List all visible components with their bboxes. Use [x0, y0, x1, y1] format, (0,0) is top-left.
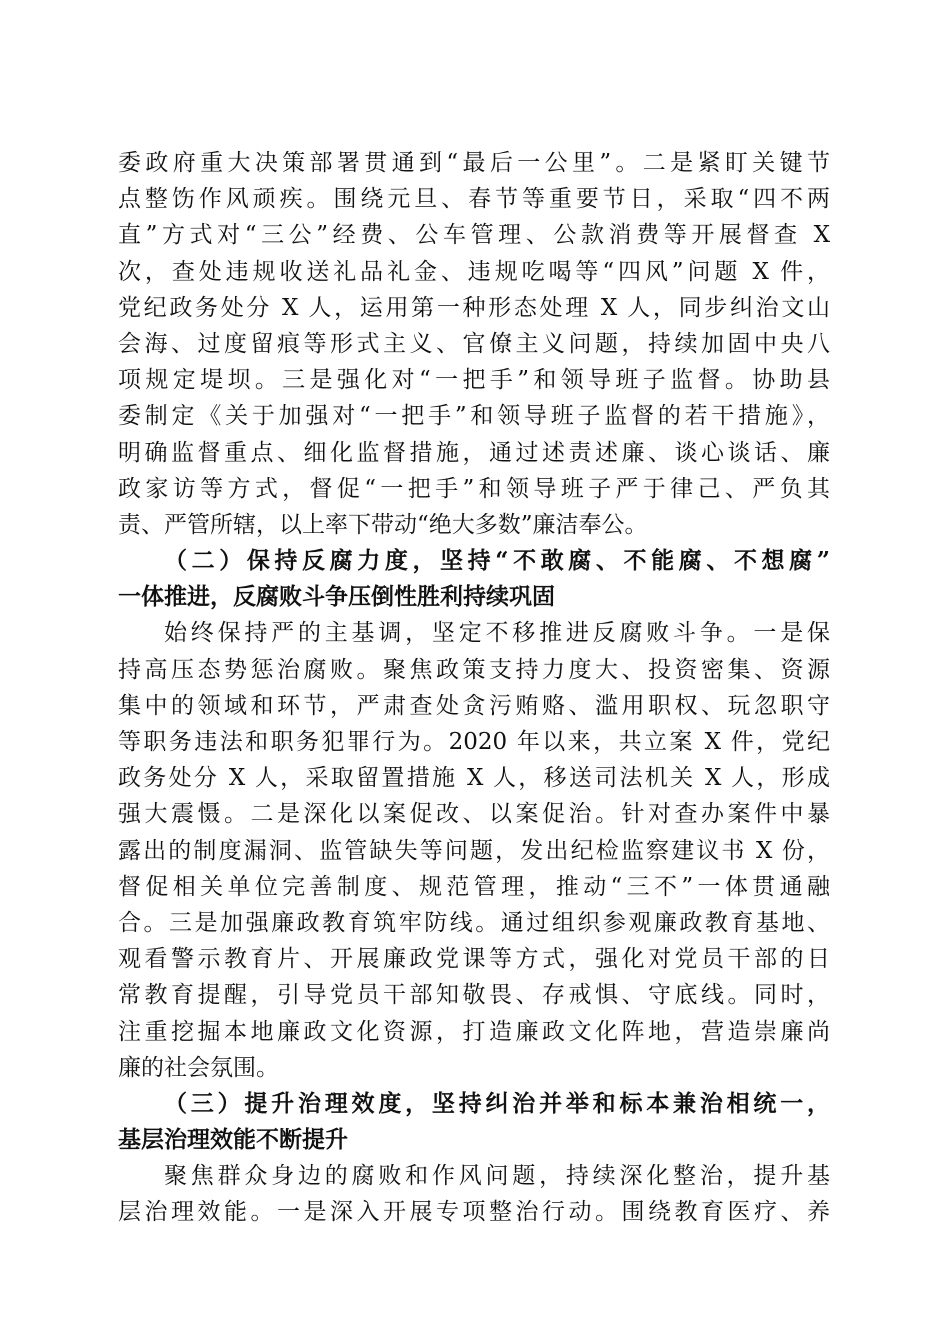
text-line: 委政府重大决策部署贯通到“最后一公里”。二是紧盯关键节: [118, 150, 830, 176]
text-line: 明确监督重点、细化监督措施，通过述责述廉、谈心谈话、廉: [118, 439, 830, 466]
text-line: 强大震慑。二是深化以案促改、以案促治。针对查办案件中暴: [118, 801, 830, 828]
section-heading-3: （三）提升治理效度，坚持纠治并举和标本兼治相统一，: [164, 1089, 830, 1117]
document-body: [118, 145, 830, 1231]
text-line: 等职务违法和职务犯罪行为。2020 年以来，共立案 X 件，党纪: [118, 729, 830, 755]
text-line: 层治理效能。一是深入开展专项整治行动。围绕教育医疗、养: [118, 1199, 830, 1226]
text-line: 直”方式对“三公”经费、公车管理、公款消费等开展督查 X: [118, 222, 830, 249]
text-line: 点整饬作风顽疾。围绕元旦、春节等重要节日，采取“四不两: [118, 186, 830, 213]
text-line: 党纪政务处分 X 人，运用第一种形态处理 X 人，同步纠治文山: [118, 294, 830, 321]
text-line: 项规定堤坝。三是强化对“一把手”和领导班子监督。协助县: [118, 367, 830, 394]
text-line: 集中的领域和环节，严肃查处贪污贿赂、滥用职权、玩忽职守: [118, 692, 830, 719]
section-heading-2: （二）保持反腐力度，坚持“不敢腐、不能腐、不想腐”: [164, 547, 830, 575]
text-line: 露出的制度漏洞、监管缺失等问题，发出纪检监察建议书 X 份，: [118, 837, 830, 864]
text-line: 政家访等方式，督促“一把手”和领导班子严于律己、严负其: [118, 475, 830, 502]
text-line: 常教育提醒，引导党员干部知敬畏、存戒惧、守底线。同时，: [118, 982, 830, 1009]
text-line: 观看警示教育片、开展廉政党课等方式，强化对党员干部的日: [118, 946, 830, 973]
text-line: 合。三是加强廉政教育筑牢防线。通过组织参观廉政教育基地、: [118, 909, 830, 936]
text-line: 督促相关单位完善制度、规范管理，推动“三不”一体贯通融: [118, 873, 830, 900]
text-line: 次，查处违规收送礼品礼金、违规吃喝等“四风”问题 X 件，: [118, 258, 830, 285]
text-line: 政务处分 X 人，采取留置措施 X 人，移送司法机关 X 人，形成: [118, 765, 830, 792]
text-line: 注重挖掘本地廉政文化资源，打造廉政文化阵地，营造崇廉尚: [118, 1018, 830, 1045]
text-line: 始终保持严的主基调，坚定不移推进反腐败斗争。一是保: [164, 620, 830, 647]
text-line: 持高压态势惩治腐败。聚焦政策支持力度大、投资密集、资源: [118, 656, 830, 683]
text-line: 责、严管所辖，以上率下带动“绝大多数”廉洁奉公。: [118, 511, 648, 538]
section-heading-2-continued: 一体推进，反腐败斗争压倒性胜利持续巩固: [118, 583, 555, 611]
text-line: 委制定《关于加强对“一把手”和领导班子监督的若干措施》，: [118, 403, 830, 430]
section-heading-3-continued: 基层治理效能不断提升: [118, 1126, 348, 1154]
text-line: 聚焦群众身边的腐败和作风问题，持续深化整治，提升基: [164, 1163, 830, 1190]
text-line: 廉的社会氛围。: [118, 1054, 279, 1081]
text-line: 会海、过度留痕等形式主义、官僚主义问题，持续加固中央八: [118, 330, 830, 357]
